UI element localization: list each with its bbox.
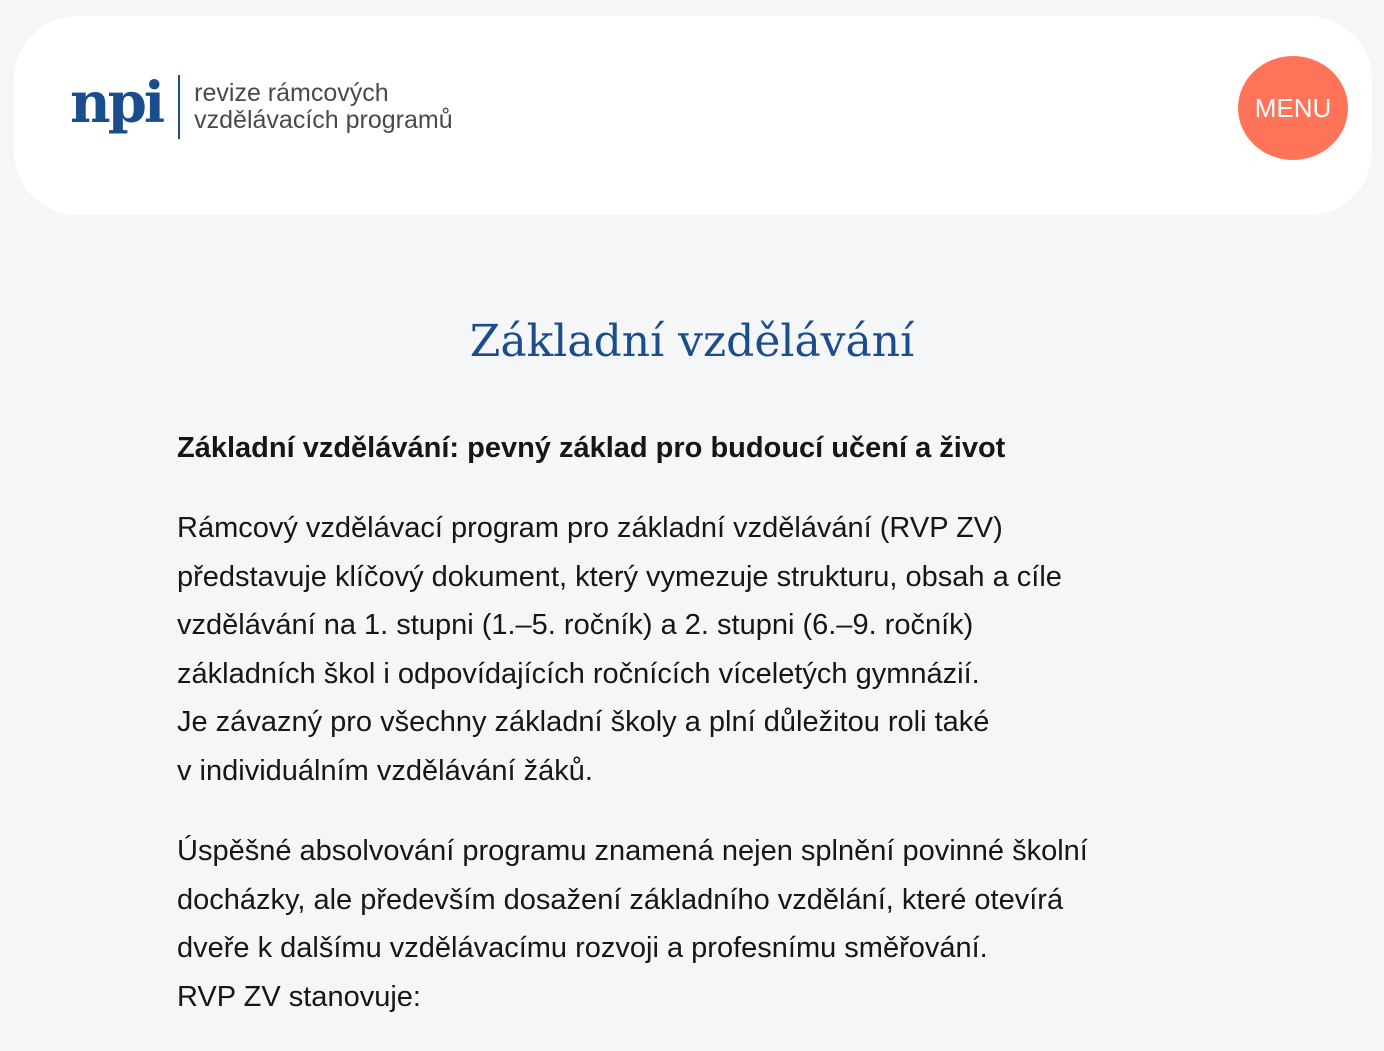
- paragraph-line: představuje klíčový dokument, který vymezuje strukturu, obsah a cíle: [177, 560, 1062, 593]
- logo-line-1: revize rámcových: [194, 79, 389, 107]
- paragraph-line: dveře k dalšímu vzdělávacímu rozvoji a profesnímu směřování.: [177, 932, 988, 964]
- npi-logo[interactable]: [70, 70, 453, 140]
- paragraph-line: základních škol i odpovídajících ročnících víceletých gymnázií.: [177, 657, 980, 690]
- logo-mark: npi: [70, 70, 163, 136]
- paragraph-outcome: [177, 827, 1207, 1021]
- page-title: Základní vzdělávání: [469, 316, 915, 367]
- lead-heading: Základní vzdělávání: pevný základ pro budoucí učení a život: [177, 432, 1006, 464]
- logo-divider: [178, 75, 180, 139]
- paragraph-line: v individuálním vzdělávání žáků.: [177, 754, 593, 787]
- paragraph-line: vzdělávání na 1. stupni (1.–5. ročník) a 2. stupni (6.–9. ročník): [177, 609, 974, 641]
- paragraph-line: docházky, ale především dosažení základního vzdělání, které otevírá: [177, 883, 1064, 916]
- paragraph-line: RVP ZV stanovuje:: [177, 980, 421, 1013]
- paragraph-line: Je závazný pro všechny základní školy a plní důležitou roli také: [177, 706, 990, 738]
- paragraph-line: Úspěšné absolvování programu znamená nejen splnění povinné školní: [177, 835, 1088, 867]
- main-content: [177, 424, 1207, 1021]
- logo-line-2: vzdělávacích programů: [194, 106, 453, 134]
- menu-button[interactable]: MENU: [1238, 56, 1348, 160]
- logo-text: [194, 80, 452, 134]
- paragraph-intro: [177, 504, 1207, 795]
- site-header: [14, 16, 1372, 215]
- paragraph-line: Rámcový vzdělávací program pro základní vzdělávání (RVP ZV): [177, 512, 1003, 544]
